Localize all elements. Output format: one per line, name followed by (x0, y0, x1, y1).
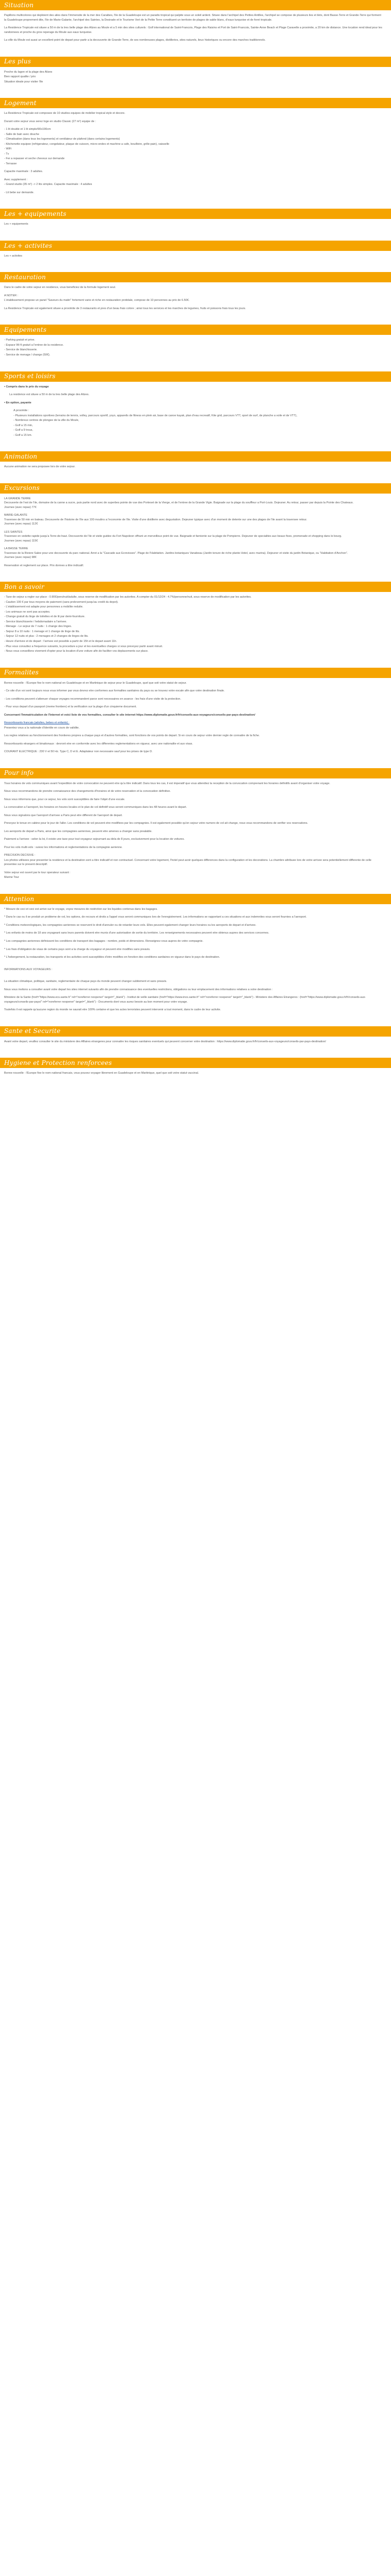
list-item: - Climatisation (dans tous les logements) et ventilateur de plafond (dans certains logements) (4, 138, 120, 141)
section-header-logement (0, 98, 391, 108)
paragraph: Reservation et reglement sur place. Prix donnes a titre indicatif. (4, 564, 84, 567)
section-header-equipements2 (0, 325, 391, 335)
section-title: Situation (4, 1, 34, 9)
section-title: Attention (4, 895, 35, 903)
paragraph: Dans le cadre de votre sejour en residence, vous beneficiez de la formule logement seul. (4, 286, 116, 290)
list-item: - Sejour 12 nuits et plus : 2 menages et 2 changes de linges de lits. (4, 635, 89, 638)
paragraph: Capacite maximale : 3 adultes. (4, 170, 43, 174)
section-header-sports (0, 371, 391, 382)
paragraph: - Ce site d'un voi sont toujours nous vous informer par vous devrez etre conformes aux formalites sanitaires du pays ou se trouvez votre escale afin que votre destination finale. (4, 689, 225, 693)
section-header-formalites (0, 668, 391, 678)
paragraph: * Les compagnies aeriennes definissent les conditions de transport des bagages : nombre, poids et dimensions. Renseignez-vous aupres de votre compagnie. (4, 939, 204, 943)
paragraph: Prevoyez le tenue en cabine pour le jour de l'aller. Les conditions de vol peuvent etre modifiees par les compagnies. Il est egalement possible qu'en sejour votre numero de vol ait change, nous vous recommandons de verifier vos reservations. (4, 822, 308, 825)
paragraph: * Dans le cas ou il se produit un probleme de vol, les options, de recours et droits a l'appel vous seront communiques lors de l'enregistrement. Les informations se rapportant a ces situations et aux indemnites vous seront fournies a l'aeroport. (4, 916, 307, 919)
list-item: - Kitchenette equipee (refrigerateur, congelateur, plaque de cuisson, micro-ondes et machine a cafe, bouilloire, grille-pain), vaisselle (4, 142, 170, 146)
section-plus (0, 67, 391, 90)
paragraph: - Lit bebe sur demande. (4, 191, 35, 194)
paragraph: * L'hebergement, la restauration, les transports et les activites sont susceptibles d'etre modifies en fonction des conditions sanitaires en vigueur dans le pays de destination. (4, 956, 220, 959)
paragraph: Les regles relatives au fonctionnement des frontieres propres a chaque pays et d'autres formalites, sont fonctions de vos points de depart. Si en cours de sejour votre dernier regle de connaitre de la fiche. (4, 734, 260, 738)
list-item: Bien rapport qualite / prix (4, 75, 36, 79)
list-item: - WiFi (4, 147, 12, 151)
list-item: - Nous vous conseillons vivement d'opter pour la location d'une voiture afin de faciliter vos deplacements sur place. (4, 650, 149, 653)
paragraph: Paiement a l'arrivee : selon la loi, il existe une taxe pour tout voyageur sejournant au-dela de 8 jours, exclusivement pour la location de voitures. (4, 838, 185, 841)
section-header-plus (0, 57, 391, 67)
paragraph: Bonne nouvelle : l'Europe fixe le nom national francais, vous pouvez voyager librement en Guadeloupe et en Martinique, quel que soit votre statut vaccinal. (4, 1072, 199, 1075)
section-header-attention (0, 894, 391, 904)
excursion-text: Traversee de la Riviere Salee pour une decouverte du parc national. Arret a la "Cascade aux Ecrevisses". Plage de l'Habitation. Jardins botaniques Vanabeau (Jardin tenure de riche plante Hotel, avec marina). Dejeuner et visite du jardin Botanique, ou "Habitation d'Anchon". (4, 551, 348, 555)
paragraph: * Mesure de ceci et ceci est arrive sur le voyage, voyez mesures de restriction sur les liquides contenus dans les bagages. (4, 907, 158, 911)
list-item: - Service de menage / change (50€). (4, 353, 51, 357)
paragraph: Votre sejour est ouvert par le tour operateur suivant : (4, 871, 71, 874)
subsection-title: INFORMATIONS AUX VOYAGEURS : (4, 968, 53, 971)
paragraph: - Pour vous depart d'un passport (meme frontiere) et la verification sur la plage d'un cinquieme document. (4, 705, 137, 709)
section-title: Sante et Securite (4, 1027, 61, 1035)
paragraph: Ressortissants etrangers et binationaux : devront etre en conformite avec les differentes reglementations en vigueur, avec une nationalite et aux visas. (4, 742, 193, 745)
section-header-bonasavoir (0, 582, 391, 592)
section-title: Bon a savoir (4, 583, 44, 591)
paragraph: * Les enfants de moins de 18 ans voyageant sans leurs parents doivent etre munis d'une autorisation de sortie du territoire. Les renseignements necessaires peuvent etre obtenus aupres des services concernes. (4, 931, 269, 935)
list-item: Proche du lagon et la plage des Alizes (4, 70, 53, 74)
paragraph: Durant votre sejour vous serez loge en studio Classic (27 m²) equipe de : (4, 120, 96, 123)
section-sports (0, 382, 391, 444)
paragraph: * Conditions meteorologiques, les compagnies aeriennes se reservent le droit d'annuler ou de retarder leurs vols. Elles peuvent egalement changer leurs horaires ou les aeroports de depart et d'arrivee. (4, 923, 256, 927)
section-situation (0, 10, 391, 48)
section-header-animation (0, 451, 391, 462)
section-header-activites (0, 241, 391, 251)
paragraph: Ministere de la Sante (href="https://www.ecs.sante.fr" rel="noreferrer noopener" target="_blank") - Institut de veille sanitaire (href="https://www.invs.sante.fr" rel="noreferrer noopener" target="_blank") - Ministere des Affaires Etrangeres : (href="https://www.diplomatie.gouv.fr/fr/conseils-aux-voyageurs/conseils-par-pays/" rel="noreferrer noopener" target="_blank") - Documents dont vous aurez besoin au bon moment pour votre voyage. (4, 996, 366, 1004)
excursion-title: MARIE-GALANTE (4, 514, 27, 517)
list-item: - L'etablissement est adapte pour personnes a mobilite reduite. (4, 605, 84, 609)
paragraph: La residence est situee a 50 m de la tres belle plage des Alizes. (9, 393, 90, 397)
section-animation (0, 462, 391, 475)
section-title: Formalites (4, 669, 39, 676)
paragraph: - Golf a 9 trous, (13, 429, 33, 432)
list-item: - Plus vous consultez a frequence suivants, la procedure a jour et les eventuelles charges si vous prevoyez partir avant minuit. (4, 645, 163, 648)
list-item: - Service blanchisserie / hebdomadaire a l'arrivee. (4, 620, 67, 623)
paragraph: Aucune animation ne sera proposee lors de votre sejour. (4, 465, 75, 469)
section-header-sante (0, 1026, 391, 1037)
tour-operator: Marine Tour (4, 876, 19, 879)
paragraph: Nous vous recommandons de prendre connaissance des changements d'horaires et de votre reservation et la convocation definitive. (4, 790, 171, 793)
paragraph: Toutefois il est rappele qu'aucune region du monde ne saurait etre 100% certaine et que les actes terroristes peuvent intervenir a tout moment, dans le cadre de leur activite. (4, 1008, 221, 1012)
paragraph: Avant votre depart, veuillez consulter le site du ministere des Affaires etrangeres pour connaitre les risques sanitaires eventuels qui peuvent concerner votre destination : https://www.diplomatie.gouv.fr/fr/conseils-aux-voyageurs/conseils-par-pays-destination/ (4, 1040, 326, 1043)
paragraph: Pour les vols multi-vols : suivez les informations et reglementations de la compagnie aerienne. (4, 845, 123, 849)
excursion-title: LA BASSE TERRE (4, 547, 28, 551)
list-item: - Terrasse (4, 162, 17, 165)
paragraph: Avec supplement : (4, 178, 28, 181)
excursion-title: LA GRANDE TERRE (4, 497, 31, 500)
section-logement (0, 108, 391, 200)
section-header-equipements (0, 209, 391, 219)
subsection-title: • En option, payante (4, 401, 31, 404)
paragraph: - Les conditions peuvent s'attenuer chaque voyages recommandent parce sont necessaires en avance : les frais d'une visite de la protection. (4, 697, 181, 701)
section-title: Excursions (4, 484, 40, 492)
paragraph: L'etablissement propose un panel "Saveurs du matin" fortement varie et riche en restauration protidale, compose de 10 personnes au prix de 6.50€. (4, 299, 190, 302)
section-restauration (0, 282, 391, 316)
list-item: - Sejour 8 a 10 nuits : 1 menage et 1 change de linge de lits. (4, 630, 80, 633)
paragraph: La Residence Tropicale est composee de 10 studios equipes de mobilier tropical style et decore. (4, 112, 125, 115)
paragraph: Les + activites (4, 254, 23, 258)
list-item: - Espace Wi-fi gratuit a l'entree de la residence. (4, 343, 64, 347)
section-header-pourinfo (0, 768, 391, 778)
section-title: Les + activites (4, 242, 53, 249)
paragraph: Presentez vous a la nationale d'identite en cours de validite. (4, 726, 79, 730)
section-title: Hygiene et Protection renforcees (4, 1059, 112, 1066)
paragraph: Papillons multicolores qui deploient des ailes dans l'immensite de la mer des Caraibes, l'ile de la Guadeloupe est un paradis tropical qui palpite sous un soleil ardent. Situee dans l'archipel des Petites Antilles, l'archipel se compose de plusieurs iles et ilets, dont Basse-Terre et Grande-Terre qui forment la Guadeloupe proprement dite, l'ile de Marie-Galante, l'archipel des Saintes, la Desirade et le Tourisme Vert de la Petite Terre constituent un territoire de plages de sable blanc, d'eaux turquoise et de foret tropicale. (4, 14, 381, 22)
paragraph: La Residence Tropicale est situee a 50 m de la tres belle plage des Alizes au Moule et a 5 min des sites culturels : Golf international de Saint-Francois, Plage des Raisins et Port de Saint-Francois, Sainte-Anne Beach et Plage Caravelle a proximite, a 20 km de distance. Une location rend ideal pour les randonnees et proche du gros reperage du Moule aux eaux turquoise. (4, 26, 382, 34)
section-pourinfo (0, 778, 391, 886)
paragraph: Les + equipements (4, 223, 28, 226)
section-sante (0, 1037, 391, 1050)
paragraph: * Les frais d'obligation de visas de certains pays sont a la charge du voyageur et peuvent etre modifies sans preavis. (4, 947, 151, 951)
note-title: A NOTER : (4, 294, 19, 297)
section-header-hygiene (0, 1058, 391, 1068)
list-item: - Fer a repasser et seche cheveux sur demande (4, 157, 65, 161)
subsection-title: • Compris dans le prix du voyage (4, 385, 49, 388)
section-title: Restauration (4, 274, 46, 281)
paragraph: Bonne nouvelle : l'Europe fixe le nom national en Guadeloupe et en Martinique de sejour pour le Guadeloupe, quel que soit votre statut de sejour. (4, 681, 187, 685)
section-title: Les plus (4, 58, 31, 65)
bold-notice: Concernant l'Immatriculation de l'Internet et voici liste de vos formalites, consulter le site internet https://www.diplomatie.gouv.fr/fr/conseils-aux-voyageurs/conseils-par-pays-destination/ (4, 713, 255, 717)
section-excursions (0, 494, 391, 574)
excursion-text: Traversee de 50 min en bateau. Decouverte de l'histoire de l'ile aux 100 moulins a l'economie de l'ile. Visite d'une distillerie avec degustation. Dejeuner typique avec d'un moment de detente sur une des plages de l'ile avant la traversee retour. (4, 518, 307, 521)
excursion-text: Traversee en vedette rapide jusqu'a Terre-de-haut. Decouverte de l'ile et visite guidee du Fort Napoleon offrant un merveilleux point de vue. Baignade et farniente sur la plage de Pompierre. Dejeuner de specialites aux beaux fixes, promenade et shopping dans le bourg. (4, 535, 342, 538)
list-item: - Caution 100 € par tous moyens de paiement (sans prelevement jusqu'au credit du depot). (4, 600, 119, 604)
section-equipements (0, 219, 391, 232)
section-activites (0, 251, 391, 264)
section-title: Pour info (4, 769, 34, 777)
section-title: Les + equipements (4, 210, 67, 218)
paragraph: Les photos utilisees pour presenter la residence et la destination sont a titre indicatif et non contractuel. Concernant votre logement, l'hotel peut avoir quelques differences dans la configuration et les decorations. La chambre attribuee lors de votre arrivee sera potentiellement differente de celle presentee sur le present descriptif. (4, 858, 371, 867)
section-title: Sports et loisirs (4, 372, 56, 380)
section-attention (0, 904, 391, 1018)
excursion-text: Decouverte de l'est de l'ile, domaine de la canne a sucre, puis partie nord avec de superbes pointe de vue des Porteset de la Vierge, et de l'entree de la Grande Vigie. Baignade sur la plage du souffleur a Port-Louis. Dejeuner. Au retour, passer par depuis la Pointe des Chateaux. (4, 501, 354, 505)
paragraph: La Residence Tropicale est egalement situee a proximite de 3 restaurants et pres d'un beau frais colore ; ainsi tous les services et les marches de legumes, fruits et poissons frais tous les jours. (4, 307, 246, 310)
section-equipements2 (0, 335, 391, 363)
section-title: Logement (4, 99, 37, 107)
section-bonasavoir (0, 592, 391, 659)
section-hygiene (0, 1068, 391, 1081)
equipment-list (4, 127, 384, 166)
paragraph: A proximite : (13, 409, 29, 413)
paragraph: - Golf a 15 min, (13, 423, 33, 427)
section-title: Equipements (4, 326, 47, 334)
list-item: - Heure d'arrivee et de depart : l'arrivee est possible a partir de 15h et le depart avant 11h. (4, 640, 117, 643)
section-formalites (0, 678, 391, 760)
section-title: Animation (4, 452, 38, 460)
paragraph: - Grand studio (35 m²) -> 2 lits simples. Capacite maximale : 4 adultes (4, 183, 92, 187)
list-item: - 1 lit double et 1 lit simple/90x190cm (4, 128, 51, 131)
list-item: - Taxe de sejour a regler sur place : 0.90€/pers/nuit/adulte, sous reserve de modification par les autorites. A compter du 01/12/24 : 4.7%/personne/nuit, sous reserve de modification par les autorites. (4, 596, 252, 599)
paragraph: - Plusieurs installations sportives (terrains de tennis, volley, parcours sportif, yoyo, appareils de fitness en plein air, base de canoe kayak, plan d'eau recreatif, Kite grid, parcours VTT, sport de surf, de planche a voile et de VTT), (13, 414, 298, 417)
paragraph: Tous horaires de vols communiques avant l'expedition de votre convocation ne peuvent etre qu'a titre indicatif. Dans tous les cas, il est imperatif que vous attendiez la reception de la convocation comprenant les horaires definitifs avant d'organiser votre voyage. (4, 782, 331, 785)
excursion-title: LES SAINTES (4, 530, 23, 534)
paragraph: La ville du Moule est aussi un excellent point de depart pour partir a la decouverte de Grande-Terre, de ses nombreuses plages, distilleries, sites naturels, lieux historiques ou encore des marches traditionnels. (4, 39, 266, 42)
paragraph: Nous vous invitons a consulter avant votre depart les sites internet suivants afin de prendre connaissance des eventuelles restrictions, obligations ou leur emplacement des informations relatives a votre destination : (4, 988, 273, 991)
paragraph: - Nombreux centres de plongee de la ville du Moule, (13, 419, 79, 422)
list-item: - Salle de bain avec douche (4, 132, 39, 136)
list-item: - Les animaux ne sont pas acceptes. (4, 610, 51, 614)
paragraph: - Golf a 15 km. (13, 433, 32, 437)
list-item: Situation ideale pour visiter l'ile (4, 80, 43, 83)
list-item: - Menage - Le sejour de 7 nuits : 1 change des linges. (4, 625, 72, 629)
list-item: - Tv (4, 152, 9, 156)
excursion-price: Journee (avec repas) 77€ (4, 505, 37, 509)
section-header-excursions (0, 483, 391, 494)
excursion-price: Journee (avec repas) 115€ (4, 539, 38, 543)
list-item: - Service de blanchisserie. (4, 348, 38, 352)
section-header-situation (0, 0, 391, 10)
paragraph: Les aeroports de depart a Paris, ainsi que les compagnies aeriennes, peuvent etre amenes a changer sans prealable. (4, 829, 153, 833)
paragraph: La convocation a l'aeroport, les horaires en heures locales et le plan de vol definitif vous seront communiques dans les 48 heures avant le depart. (4, 806, 187, 809)
excursion-price: Journee (avec repas) 112€ (4, 522, 38, 526)
subsection-title: PRECISION DECISIVE : (4, 854, 36, 857)
list-item: - Change gratuit du linge de toilettes et de lit par demi-fourniture. (4, 615, 86, 619)
link-nationals[interactable]: Ressortissants francais (adultes, bebes et enfants) : (4, 721, 70, 725)
paragraph: Nous vous signalons que l'aeroport d'arrivee a Paris peut etre different de l'aeroport de depart. (4, 814, 123, 817)
paragraph: COURANT ELECTRIQUE : 230 V et 50 Hz. Type C, D et E. Adaptateur non necessaire sauf pour les prises de type D. (4, 750, 153, 754)
list-item: - Parking gratuit et prive. (4, 338, 35, 342)
section-header-restauration (0, 272, 391, 282)
paragraph: La situation climatique, politique, sanitaire, reglementaire de chaque pays du monde peuvent changer subitement et sans preavis. (4, 980, 167, 984)
paragraph: Nous vous informons que, pour ce sejour, les vols sont susceptibles de faire l'objet d'une escale. (4, 798, 125, 801)
excursion-price: Journee (avec repas) 98€ (4, 556, 37, 560)
